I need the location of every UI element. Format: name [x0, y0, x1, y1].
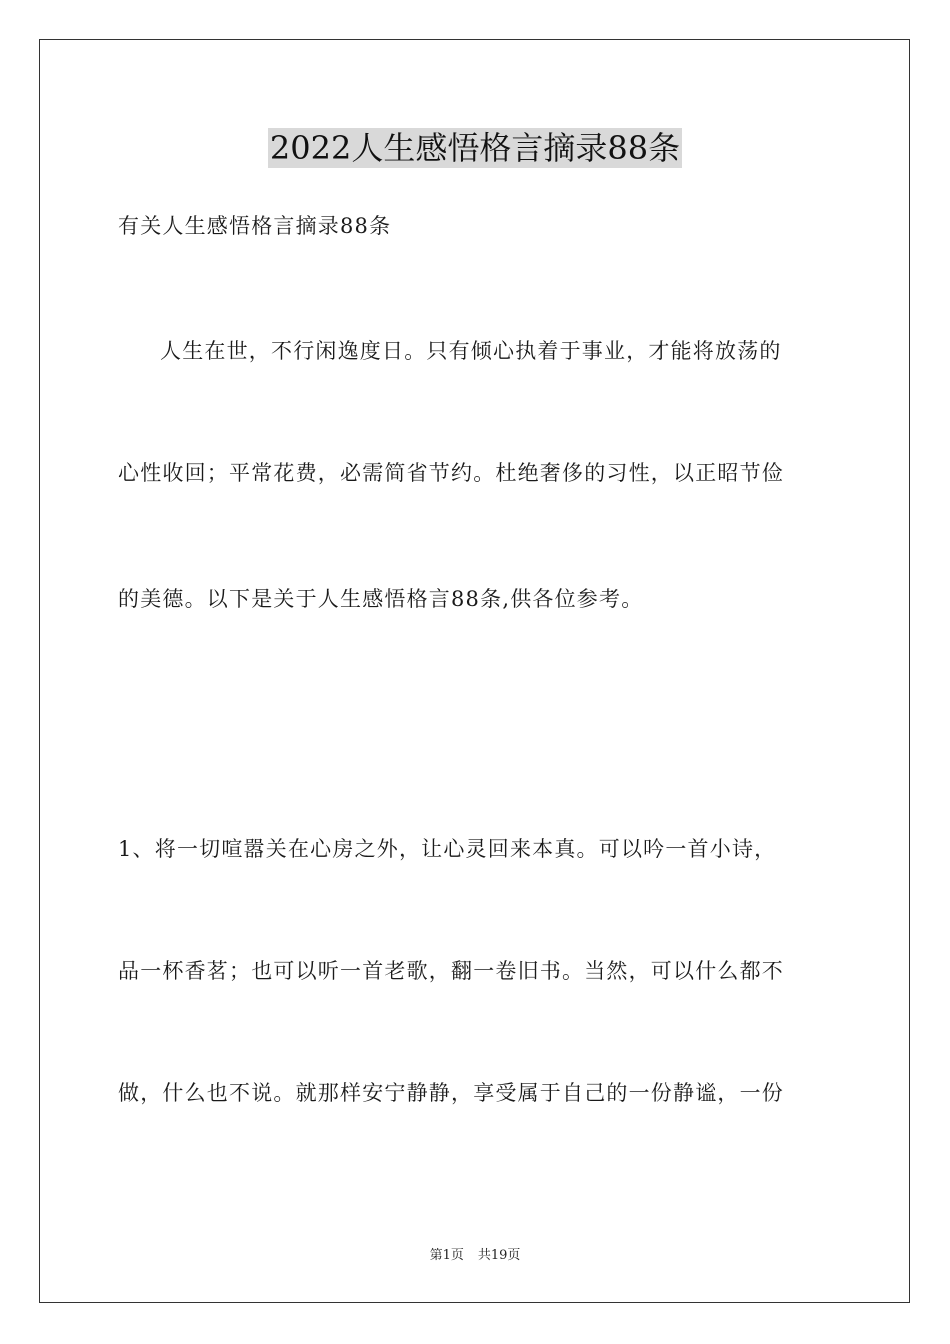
intro-line-2: 心性收回；平常花费，必需简省节约。杜绝奢侈的习性，以正昭节俭: [118, 461, 784, 485]
title-container: [0, 128, 950, 168]
item1-line-3: 做，什么也不说。就那样安宁静静，享受属于自己的一份静谧，一份: [118, 1081, 784, 1105]
item1-line-2: 品一杯香茗；也可以听一首老歌，翻一卷旧书。当然，可以什么都不: [118, 959, 784, 983]
document-title: 2022人生感悟格言摘录88条: [269, 129, 681, 167]
document-subtitle: 有关人生感悟格言摘录88条: [118, 214, 392, 238]
page-footer: [0, 1247, 950, 1265]
item1-line-1: 1、将一切喧嚣关在心房之外，让心灵回来本真。可以吟一首小诗，: [118, 837, 777, 861]
intro-line-1: 人生在世，不行闲逸度日。只有倾心执着于事业，才能将放荡的: [160, 339, 782, 363]
page-total: 共19页: [477, 1248, 521, 1263]
intro-line-3: 的美德。以下是关于人生感悟格言88条,供各位参考。: [118, 587, 644, 611]
page-number: 第1页: [429, 1248, 464, 1263]
